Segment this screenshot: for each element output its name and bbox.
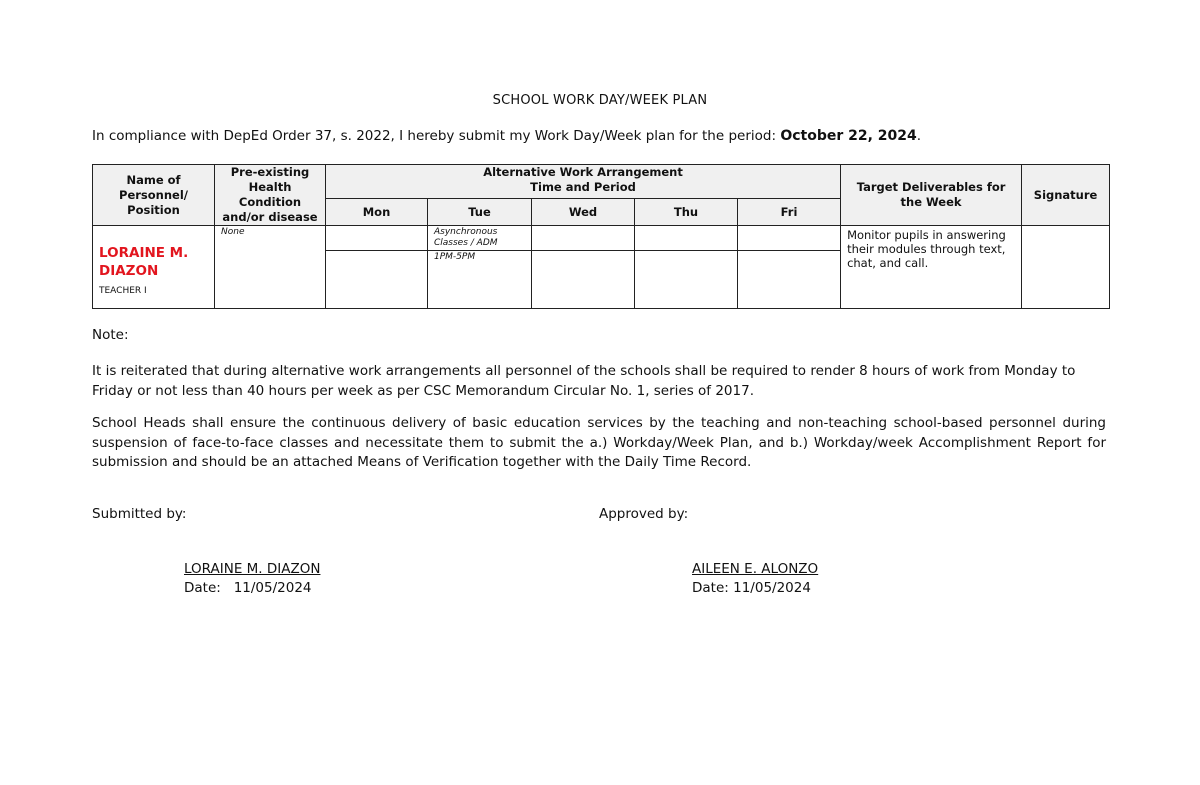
target-deliverables-cell: Monitor pupils in answering their modules through text, chat, and call. — [841, 226, 1022, 309]
approver-name: AILEEN E. ALONZO — [692, 561, 819, 577]
health-condition-cell: None — [215, 226, 326, 309]
submitter-name: LORAINE M. DIAZON — [184, 561, 321, 577]
thu-time-cell — [635, 251, 738, 309]
header-alternative-work-arrangement — [326, 165, 841, 199]
plan-period: October 22, 2024 — [780, 128, 917, 144]
note-label: Note: — [92, 327, 129, 343]
mon-time-cell — [326, 251, 428, 309]
personnel-cell — [93, 226, 215, 309]
header-day-tue: Tue — [428, 199, 532, 226]
personnel-position: TEACHER I — [99, 286, 147, 296]
note-paragraph-1: It is reiterated that during alternative work arrangements all personnel of the schools shall be required to render 8 hours of work from Monday to Friday or not less than 40 hours per week as per CSC Memorandum Circular No. 1, series of 2017. — [92, 363, 1076, 399]
date-label: Date: — [184, 580, 221, 596]
header-deliverables-line: Target Deliverables for — [856, 180, 1006, 194]
mon-cell — [326, 226, 428, 251]
approved-date: 11/05/2024 — [733, 580, 811, 596]
fri-cell — [738, 226, 841, 251]
wed-cell — [532, 226, 635, 251]
header-signature: Signature — [1022, 165, 1110, 226]
submitted-date-line — [184, 579, 320, 598]
header-health-line: Health — [248, 180, 292, 194]
header-day-wed: Wed — [532, 199, 635, 226]
header-health-condition — [215, 165, 326, 226]
header-deliverables-line: the Week — [900, 195, 962, 209]
approved-signatory — [692, 560, 818, 598]
personnel-name-line: LORAINE M. — [99, 245, 189, 261]
personnel-name-line: DIAZON — [99, 263, 159, 279]
header-name-line: Name of — [126, 172, 181, 187]
intro-text: In compliance with DepEd Order 37, s. 2022, I hereby submit my Work Day/Week plan for the period: — [92, 128, 781, 144]
header-awa-line: Alternative Work Arrangement — [483, 165, 683, 179]
header-day-fri: Fri — [738, 199, 841, 226]
header-health-line: Pre-existing — [230, 165, 310, 179]
header-health-line: and/or disease — [222, 210, 318, 224]
intro-end: . — [916, 128, 922, 144]
note-paragraph-2: School Heads shall ensure the continuous delivery of basic education services by the teaching and non-teaching school-based personnel during suspension of face-to-face classes and necessitate them to submit the a.) Workday/Week Plan, and b.) Workday/week Accomplishment Report for submission and should be an attached Means of Verification together with the Daily Time Record. — [92, 415, 1106, 470]
work-plan-table — [92, 164, 1110, 309]
header-day-mon: Mon — [326, 199, 428, 226]
header-name-position — [93, 165, 215, 226]
thu-cell — [635, 226, 738, 251]
header-day-thu: Thu — [635, 199, 738, 226]
tue-activity-line: Classes / ADM — [434, 238, 498, 248]
tue-time-cell: 1PM-5PM — [428, 251, 532, 309]
intro-statement — [92, 128, 921, 144]
submitted-by-label: Submitted by: — [92, 506, 187, 522]
wed-time-cell — [532, 251, 635, 309]
tue-activity-line: Asynchronous — [434, 227, 498, 237]
approved-date-line — [692, 579, 818, 598]
signature-cell — [1022, 226, 1110, 309]
header-name-line: Personnel/ — [119, 187, 188, 202]
header-target-deliverables — [841, 165, 1022, 226]
personnel-name — [99, 244, 214, 280]
approved-by-label: Approved by: — [599, 506, 689, 522]
header-health-line: Condition — [238, 195, 302, 209]
table-row — [93, 226, 1110, 251]
header-awa-line: Time and Period — [530, 180, 636, 194]
submitted-signatory — [184, 560, 320, 598]
header-name-line: Position — [127, 202, 180, 217]
date-label: Date: — [692, 580, 729, 596]
tue-activity-cell — [428, 226, 532, 251]
submitted-date: 11/05/2024 — [233, 580, 312, 596]
fri-time-cell — [738, 251, 841, 309]
page-title: SCHOOL WORK DAY/WEEK PLAN — [492, 93, 708, 108]
